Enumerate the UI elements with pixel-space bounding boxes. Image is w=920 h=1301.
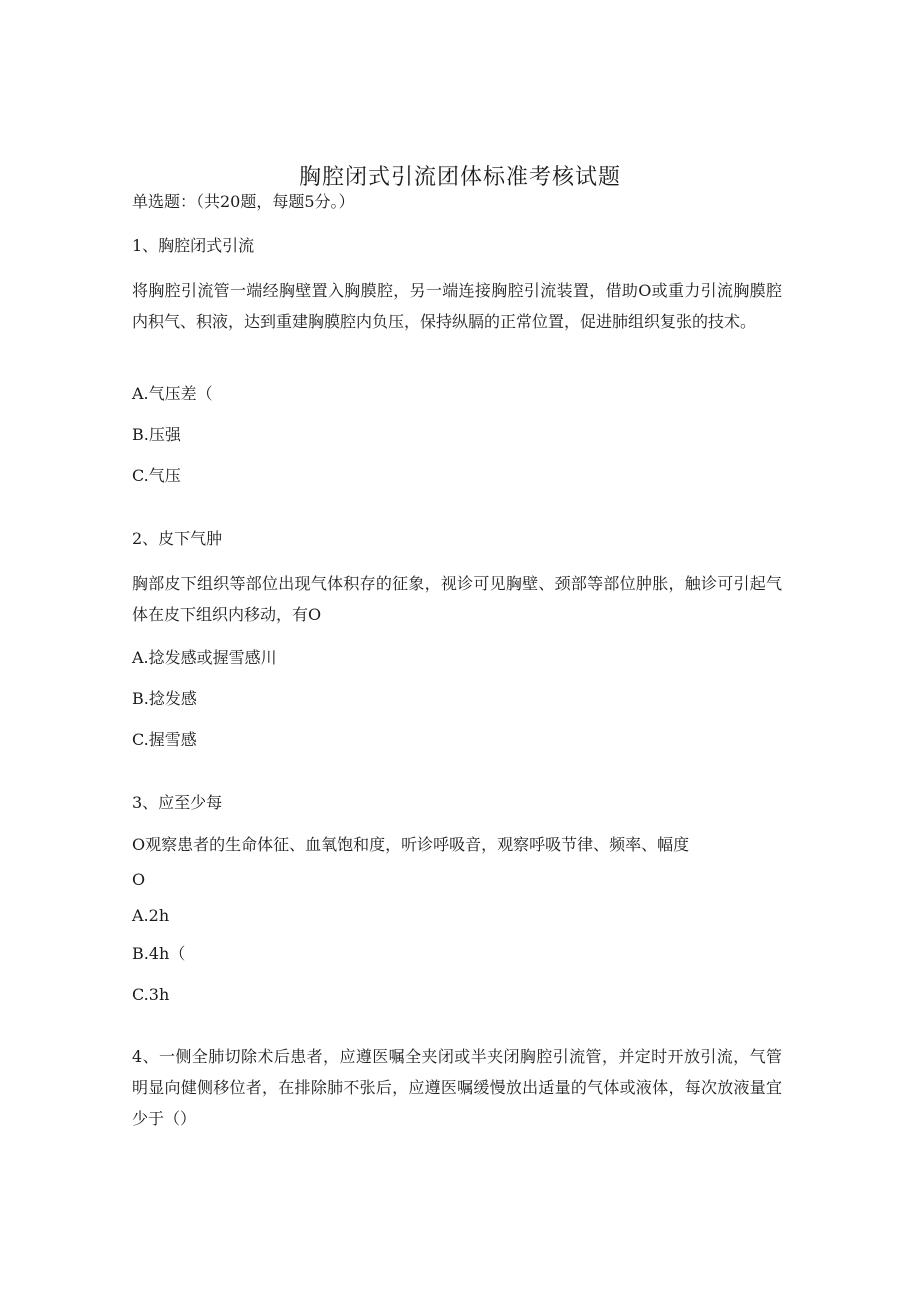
question-1-option-a: A.气压差（ <box>132 384 213 403</box>
section-intro: 单选题：（共20题，每题5分。） <box>132 192 355 211</box>
question-1-heading: 1、胸腔闭式引流 <box>132 236 255 255</box>
question-3-option-a: A.2h <box>132 906 170 925</box>
question-3-stem: O观察患者的生命体征、血氧饱和度，听诊呼吸音，观察呼吸节律、频率、幅度 <box>132 835 690 854</box>
question-2-option-a: A.捻发感或握雪感川 <box>132 648 277 667</box>
question-3-stem-tail: O <box>132 870 146 889</box>
question-2-heading: 2、皮下气肿 <box>132 529 223 548</box>
question-1-stem: 将胸腔引流管一端经胸壁置入胸膜腔，另一端连接胸腔引流装置，借助O或重力引流胸膜腔内积气、积液，达到重建胸膜腔内负压，保持纵膈的正常位置，促进肺组织复张的技术。 <box>132 281 782 331</box>
question-4-heading: 4、一侧全肺切除术后患者，应遵医嘱全夹闭或半夹闭胸腔引流管，并定时开放引流，气管明显向健侧移位者，在排除肺不张后，应遵医嘱缓慢放出适量的气体或液体，每次放液量宜少于（） <box>132 1047 782 1128</box>
question-3-option-c: C.3h <box>132 985 170 1004</box>
question-3-heading: 3、应至少每 <box>132 793 223 812</box>
question-1-option-c: C.气压 <box>132 466 181 485</box>
question-2-option-b: B.捻发感 <box>132 689 197 708</box>
question-2-stem: 胸部皮下组织等部位出现气体积存的征象，视诊可见胸壁、颈部等部位肿胀，触诊可引起气体在皮下组织内移动，有O <box>132 574 782 624</box>
question-1-option-b: B.压强 <box>132 425 181 444</box>
question-3-option-b: B.4h（ <box>132 944 186 963</box>
question-2-option-c: C.握雪感 <box>132 730 197 749</box>
document-title: 胸腔闭式引流团体标准考核试题 <box>298 165 621 190</box>
